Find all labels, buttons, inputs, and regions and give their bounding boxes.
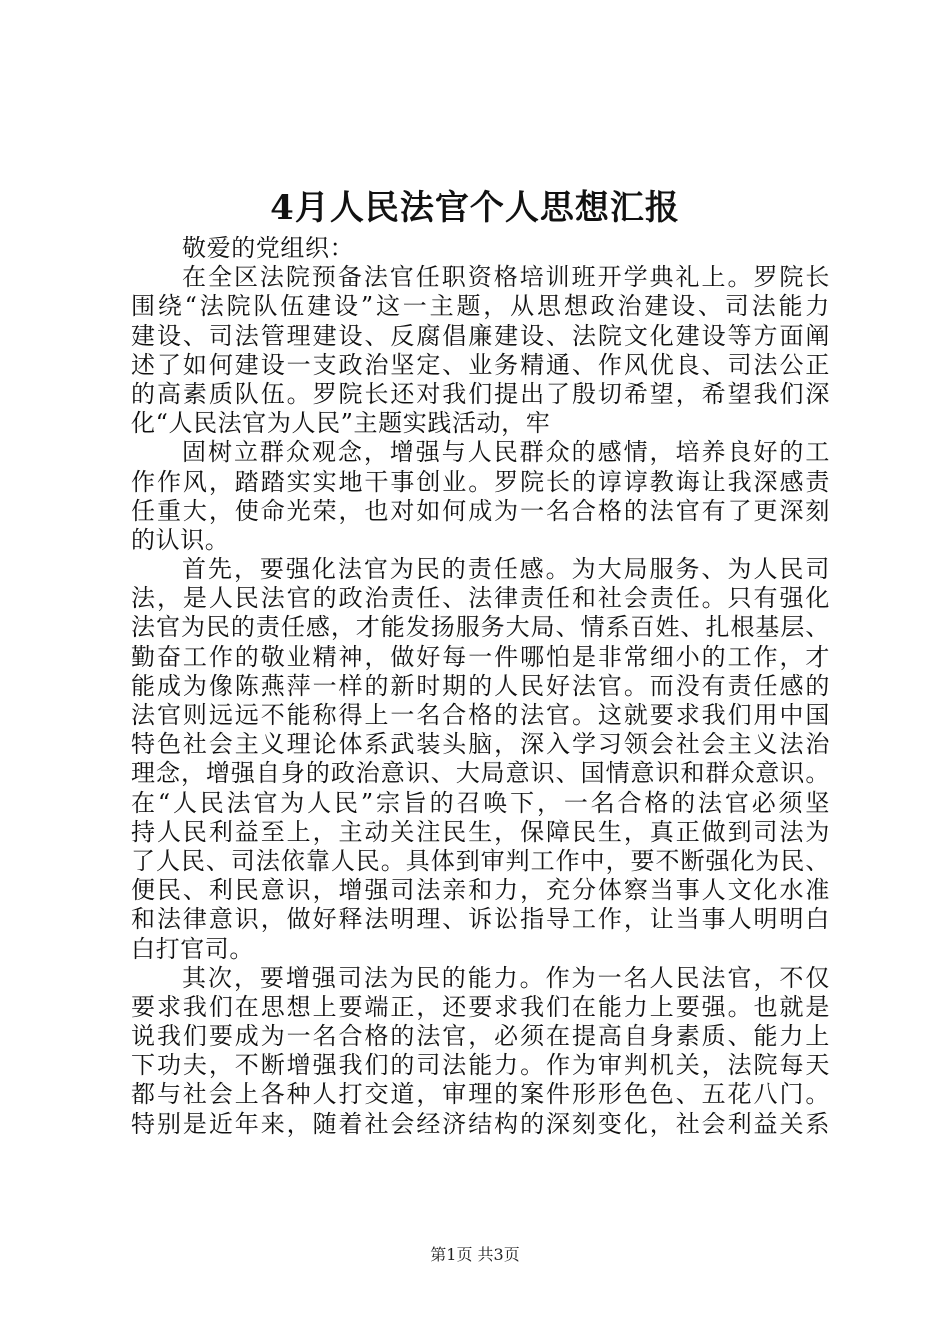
text-line: 作作风，踏踏实实地干事创业。罗院长的谆谆教诲让我深感责 [131,467,830,496]
text-line: 建设、司法管理建设、反腐倡廉建设、法院文化建设等方面阐 [131,321,830,350]
text-line: 特色社会主义理论体系武装头脑，深入学习领会社会主义法治 [131,730,830,759]
text-line: 法官为民的责任感，才能发扬服务大局、情系百姓、扎根基层、 [131,613,830,642]
text-line: 都与社会上各种人打交道，审理的案件形形色色、五花八门。 [131,1080,830,1109]
text-line: 的认识。 [131,525,230,554]
text-line: 白打官司。 [131,934,254,963]
text-line: 固树立群众观念，增强与人民群众的感情，培养良好的工 [182,438,830,467]
text-line: 理念，增强自身的政治意识、大局意识、国情意识和群众意识。 [131,759,830,788]
text-line: 围绕“法院队伍建设”这一主题，从思想政治建设、司法能力 [131,292,830,321]
text-line: 持人民利益至上，主动关注民生，保障民生，真正做到司法为 [131,817,830,846]
text-line: 法官则远远不能称得上一名合格的法官。这就要求我们用中国 [131,701,830,729]
text-line: 要求我们在思想上要端正，还要求我们在能力上要强。也就是 [131,992,830,1021]
text-line: 勤奋工作的敬业精神，做好每一件哪怕是非常细小的工作，才 [131,642,830,671]
text-line: 和法律意识，做好释法明理、诉讼指导工作，让当事人明明白 [131,905,830,934]
text-line: 述了如何建设一支政治坚定、业务精通、作风优良、司法公正 [131,350,830,379]
text-line: 在全区法院预备法官任职资格培训班开学典礼上。罗院长 [182,263,830,292]
text-line: 敬爱的党组织： [182,234,355,262]
text-line: 任重大，使命光荣，也对如何成为一名合格的法官有了更深刻 [131,496,830,525]
text-line: 说我们要成为一名合格的法官，必须在提高自身素质、能力上 [131,1022,830,1051]
text-line: 便民、利民意识，增强司法亲和力，充分体察当事人文化水准 [131,876,830,905]
text-line: 在“人民法官为人民”宗旨的召唤下，一名合格的法官必须坚 [131,788,830,817]
text-line: 首先，要强化法官为民的责任感。为大局服务、为人民司 [182,555,830,584]
text-line: 化“人民法官为人民”主题实践活动，牢 [131,409,551,438]
text-line: 下功夫，不断增强我们的司法能力。作为审判机关，法院每天 [131,1051,830,1080]
document-title: 4月人民法官个人思想汇报 [270,188,680,228]
page-footer: 第1页 共3页 [430,1245,520,1264]
text-line: 的高素质队伍。罗院长还对我们提出了殷切希望，希望我们深 [131,379,830,408]
document-body [131,234,830,1139]
text-line: 其次，要增强司法为民的能力。作为一名人民法官，不仅 [182,963,830,992]
text-line: 能成为像陈燕萍一样的新时期的人民好法官。而没有责任感的 [131,671,830,700]
text-line: 法，是人民法官的政治责任、法律责任和社会责任。只有强化 [131,584,830,613]
text-line: 了人民、司法依靠人民。具体到审判工作中，要不断强化为民、 [131,846,830,875]
text-line: 特别是近年来，随着社会经济结构的深刻变化，社会利益关系 [131,1109,830,1138]
